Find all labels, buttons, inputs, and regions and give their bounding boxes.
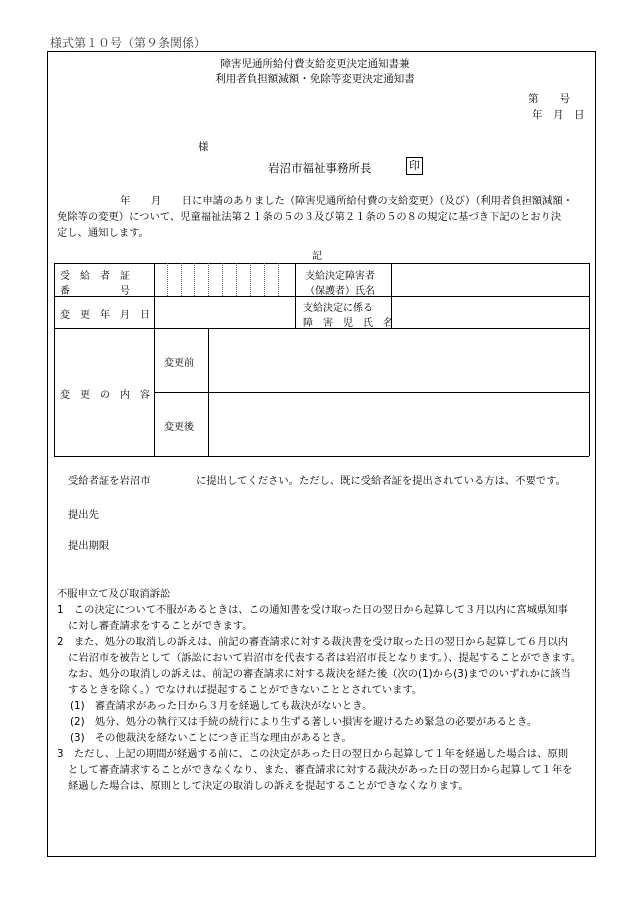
- change-date-label: 変 更 年 月 日: [60, 310, 150, 321]
- document-title-line1: 障害児通所給付費支給変更決定通知書兼: [220, 58, 410, 70]
- child-name-label-1: 支給決定に係る: [303, 303, 373, 314]
- deadline-label: 提出期限: [68, 540, 110, 552]
- appeal-line: 2 また、処分の取消しの訴えは、前記の審査請求に対する裁決書を受け取った日の翌日から起算して６月以内: [57, 636, 569, 648]
- cert-number-label-2: 番 号: [60, 286, 130, 297]
- intro-line-2: 免除等の変更）について、児童福祉法第２１条の５の３及び第２１条の５の８の規定に基づき下記のとおり決: [57, 211, 562, 223]
- appeal-line: するときを除く。）でなければ提起することができないこととされています。: [68, 684, 423, 696]
- intro-line-3: 定し、通知します。: [57, 227, 149, 239]
- cert-number-label-1: 受 給 者 証: [60, 271, 130, 282]
- appeal-line: なお、処分の取消しの訴えは、前記の審査請求に対する裁決を経た後（次の(1)から(3)までのいずれかに該当: [68, 668, 571, 680]
- submission-line-a: 受給者証を岩沼市: [68, 475, 151, 487]
- guardian-name-label-2: （保護者）氏名: [305, 286, 375, 297]
- ki-label: 記: [312, 251, 322, 262]
- seal-box: 印: [406, 157, 423, 175]
- issuer-name: 岩沼市福祉事務所長: [268, 161, 372, 175]
- intro-line-1: 年 月 日に申請のありました（障害児通所給付費の支給変更）（及び）（利用者負担額減額・: [120, 195, 574, 207]
- destination-label: 提出先: [68, 509, 99, 521]
- appeal-line: 3 ただし、上記の期間が経過する前に、この決定があった日の翌日から起算して１年を経過した場合は、原則: [57, 748, 568, 760]
- change-content-label: 変 更 の 内 容: [60, 390, 150, 401]
- appeal-line: として審査請求することができなくなり、また、審査請求に対する裁決があった日の翌日から起算して１年を: [68, 764, 573, 776]
- appeal-line: 1 この決定について不服があるときは、この通知書を受け取った日の翌日から起算して３月以内に宮城県知事: [57, 604, 568, 616]
- appeal-line: に岩沼市を被告として（訴訟において岩沼市を代表する者は岩沼市長となります。）、提起することができます。: [68, 652, 582, 664]
- document-number-label: 第 号: [528, 93, 570, 105]
- before-change-label: 変更前: [164, 358, 194, 369]
- document-title-line2: 利用者負担額減額・免除等変更決定通知書: [215, 73, 415, 85]
- child-name-label-2: 障 害 児 氏 名: [303, 318, 393, 329]
- appeal-line: に対し審査請求をすることができます。: [68, 620, 253, 632]
- form-number: 様式第１０号（第９条関係）: [50, 36, 207, 50]
- guardian-name-label-1: 支給決定障害者: [305, 271, 375, 282]
- appeal-line: (3) その他裁決を経ないことにつき正当な理由があるとき。: [70, 732, 352, 744]
- appeal-line: (2) 処分、処分の執行又は手続の続行により生ずる著しい損害を避けるため緊急の必要があるとき。: [70, 716, 538, 728]
- submission-line-b: に提出してください。ただし、既に受給者証を提出されている方は、不要です。: [196, 475, 566, 487]
- addressee-suffix: 様: [198, 141, 209, 153]
- after-change-label: 変更後: [164, 422, 194, 433]
- appeal-heading: 不服申立て及び取消訴訟: [57, 588, 171, 600]
- appeal-line: (1) 審査請求があった日から３月を経過しても裁決がないとき。: [70, 700, 373, 712]
- appeal-line: 経過した場合は、原則として決定の取消しの訴えを提起することができなくなります。: [68, 780, 469, 792]
- document-date-label: 年 月 日: [532, 109, 585, 121]
